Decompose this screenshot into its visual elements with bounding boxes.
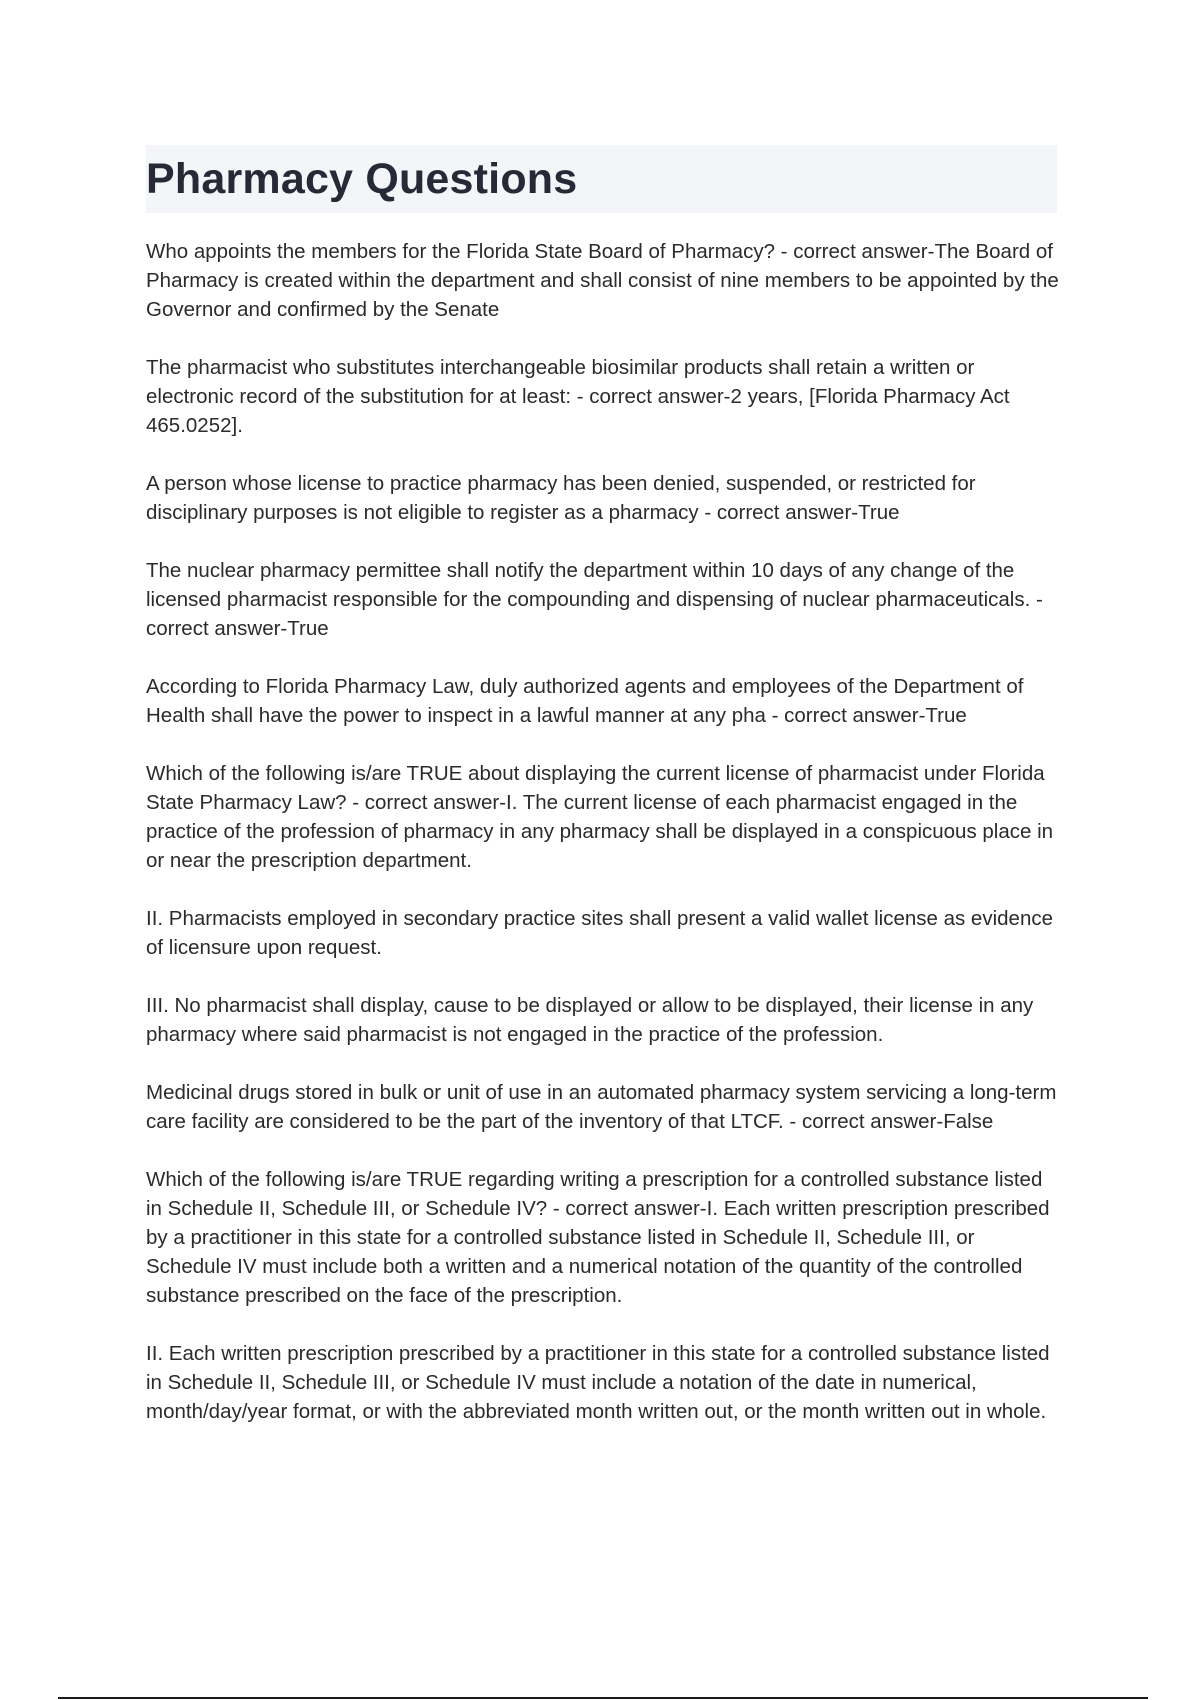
paragraph-1: Who appoints the members for the Florida State Board of Pharmacy? - correct answer-The Board of Pharmacy is created within the department and shall consist of nine members to be appointed by the Governor and confirmed by the Senate	[146, 240, 1059, 321]
paragraph-6: Which of the following is/are TRUE about displaying the current license of pharmacist under Florida State Pharmacy Law? - correct answer-I. The current license of each pharmacist engaged in the practice of the profession of pharmacy in any pharmacy shall be displayed in a conspicuous place in or near the prescription department.	[146, 762, 1054, 872]
paragraph-9: Medicinal drugs stored in bulk or unit of use in an automated pharmacy system servicing a long-term care facility are considered to be the part of the inventory of that LTCF. - correct answer-False	[146, 1081, 1057, 1133]
title-bar	[146, 145, 1057, 213]
paragraph-10: Which of the following is/are TRUE regarding writing a prescription for a controlled substance listed in Schedule II, Schedule III, or Schedule IV? - correct answer-I. Each written prescription prescribed by a practitioner in this state for a controlled substance listed in Schedule II, Schedule III, or Schedule IV must include both a written and a numerical notation of the quantity of the controlled substance prescribed on the face of the prescription.	[146, 1168, 1050, 1307]
paragraph-3: A person whose license to practice pharmacy has been denied, suspended, or restricted for disciplinary purposes is not eligible to register as a pharmacy - correct answer-True	[146, 472, 976, 524]
paragraph-7: II. Pharmacists employed in secondary practice sites shall present a valid wallet license as evidence of licensure upon request.	[146, 907, 1053, 959]
paragraph-5: According to Florida Pharmacy Law, duly authorized agents and employees of the Department of Health shall have the power to inspect in a lawful manner at any pha - correct answer-True	[146, 675, 1024, 727]
footer-divider	[58, 1697, 1148, 1699]
paragraph-11: II. Each written prescription prescribed by a practitioner in this state for a controlled substance listed in Schedule II, Schedule III, or Schedule IV must include a notation of the date in numerical, month/day/year format, or with the abbreviated month written out, or the month written out in whole.	[146, 1342, 1050, 1423]
paragraph-4: The nuclear pharmacy permittee shall notify the department within 10 days of any change of the licensed pharmacist responsible for the compounding and dispensing of nuclear pharmaceuticals. - correct answer-True	[146, 559, 1043, 640]
page-title: Pharmacy Questions	[146, 155, 578, 203]
document-body	[146, 237, 1061, 1455]
paragraph-2: The pharmacist who substitutes interchangeable biosimilar products shall retain a written or electronic record of the substitution for at least: - correct answer-2 years, [Florida Pharmacy Act 465.0252].	[146, 356, 1010, 437]
paragraph-8: III. No pharmacist shall display, cause to be displayed or allow to be displayed, their license in any pharmacy where said pharmacist is not engaged in the practice of the profession.	[146, 994, 1034, 1046]
